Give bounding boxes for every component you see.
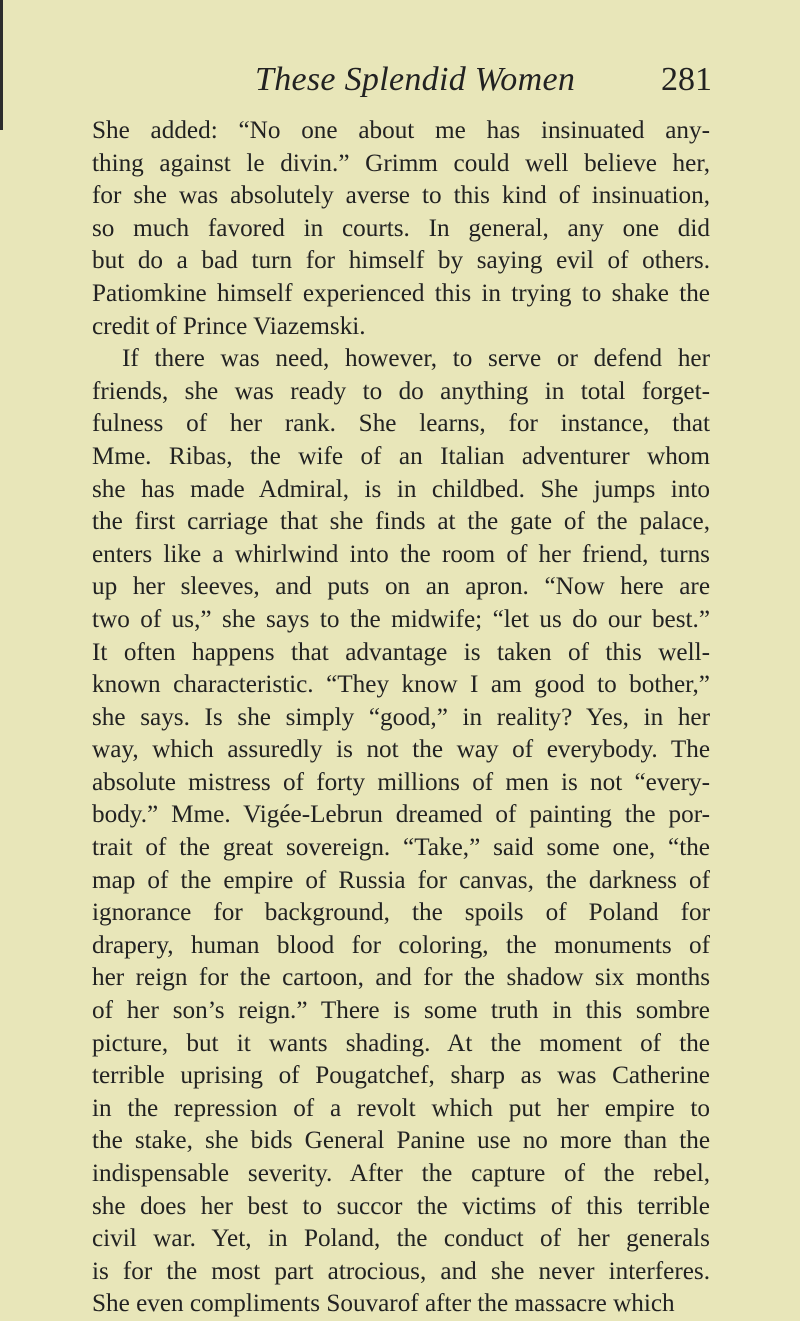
text-line: up her sleeves, and puts on an apron. “Now here are — [92, 573, 710, 601]
text-line: She added: “No one about me has insinuated any- — [92, 117, 710, 144]
body-text — [92, 115, 710, 1321]
text-line: thing against le divin.” Grimm could well believe her, — [92, 149, 710, 177]
running-header — [0, 58, 800, 102]
text-line: but do a bad turn for himself by saying evil of others. — [92, 247, 710, 275]
text-line: the stake, she bids General Panine use no more than the — [92, 1127, 710, 1155]
text-line: drapery, human blood for coloring, the monuments of — [92, 931, 710, 959]
text-line: she has made Admiral, is in childbed. She jumps into — [92, 475, 710, 503]
page-number: 281 — [661, 61, 712, 98]
text-line: fulness of her rank. She learns, for instance, that — [92, 410, 710, 438]
text-line: civil war. Yet, in Poland, the conduct of her generals — [92, 1225, 710, 1253]
text-line: Patiomkine himself experienced this in trying to shake the — [92, 279, 710, 307]
text-line: the first carriage that she finds at the gate of the palace, — [92, 508, 710, 536]
text-line: two of us,” she says to the midwife; “let us do our best.” — [92, 605, 710, 633]
text-line: body.” Mme. Vigée-Lebrun dreamed of painting the por- — [92, 801, 710, 829]
text-line: credit of Prince Viazemski. — [92, 312, 366, 340]
text-line: map of the empire of Russia for canvas, the darkness of — [92, 866, 710, 894]
text-line: so much favored in courts. In general, any one did — [92, 214, 710, 242]
text-line: way, which assuredly is not the way of everybody. The — [92, 736, 710, 764]
text-line: enters like a whirlwind into the room of her friend, turns — [92, 540, 710, 568]
text-line: It often happens that advantage is taken of this well- — [92, 638, 710, 666]
text-line: ignorance for background, the spoils of Poland for — [92, 899, 710, 927]
text-line: for she was absolutely averse to this kind of insinuation, — [92, 182, 710, 210]
text-line: her reign for the cartoon, and for the shadow six months — [92, 964, 710, 992]
text-line: absolute mistress of forty millions of men is not “every- — [92, 768, 710, 796]
text-line: terrible uprising of Pougatchef, sharp as was Catherine — [92, 1062, 710, 1090]
text-line: friends, she was ready to do anything in total forget- — [92, 377, 710, 405]
text-line: she does her best to succor the victims of this terrible — [92, 1192, 710, 1220]
text-line: is for the most part atrocious, and she never interferes. — [92, 1257, 710, 1285]
text-line: in the repression of a revolt which put her empire to — [92, 1094, 710, 1122]
text-line: Mme. Ribas, the wife of an Italian adventurer whom — [92, 442, 710, 470]
text-line: she says. Is she simply “good,” in reality? Yes, in her — [92, 703, 710, 731]
text-line: picture, but it wants shading. At the moment of the — [92, 1029, 710, 1057]
text-line: known characteristic. “They know I am good to bother,” — [92, 671, 710, 699]
text-line: trait of the great sovereign. “Take,” said some one, “the — [92, 834, 710, 862]
text-line: of her son’s reign.” There is some truth in this sombre — [92, 997, 710, 1025]
text-line: If there was need, however, to serve or defend her — [122, 345, 710, 373]
text-line: indispensable severity. After the capture of the rebel, — [92, 1160, 710, 1187]
running-title: These Splendid Women — [255, 61, 576, 98]
text-line: She even compliments Souvarof after the massacre which — [92, 1290, 675, 1318]
